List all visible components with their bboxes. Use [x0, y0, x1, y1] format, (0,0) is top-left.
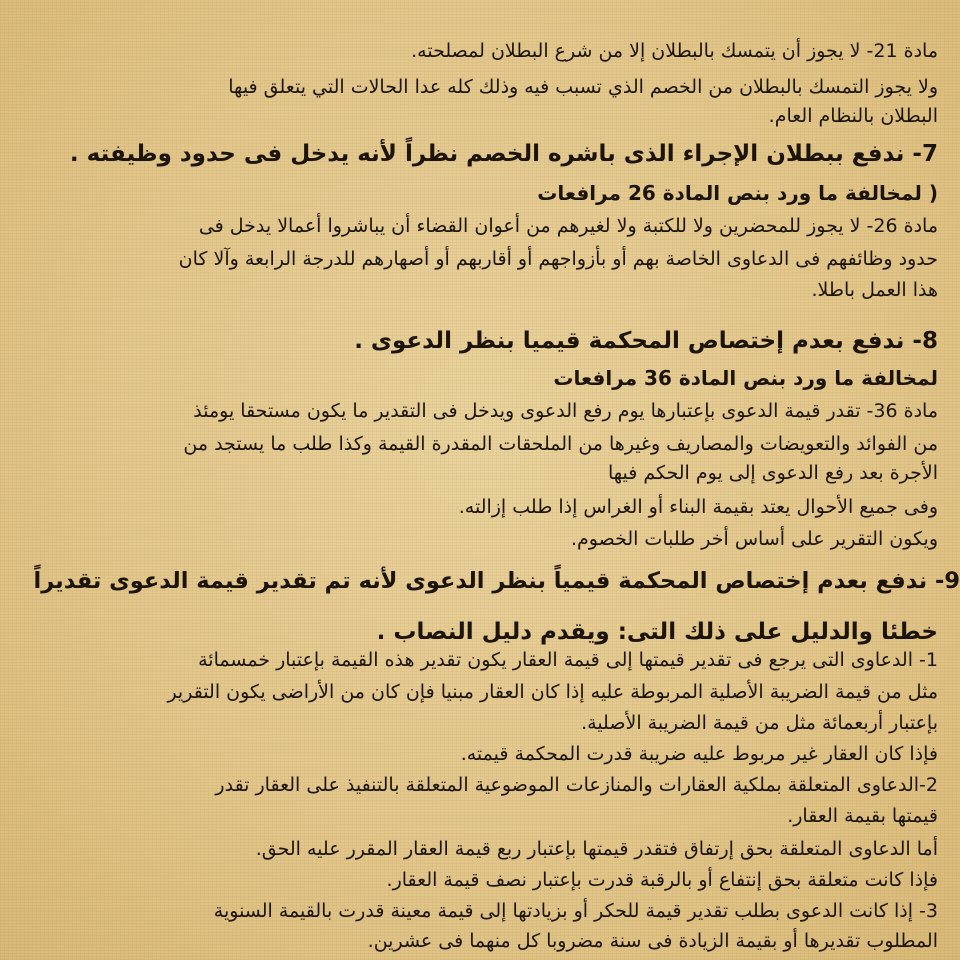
value-rule-1: 1- الدعاوى التى يرجع فى تقدير قيمتها إلى قيمة العقار يكون تقدير هذه القيمة بإعتبار خمسمائة [198, 649, 938, 671]
article-36-text: وفى جميع الأحوال يعتد بقيمة البناء أو الغراس إذا طلب إزالته. [458, 496, 938, 518]
article-36-text: مادة 36- تقدر قيمة الدعوى بإعتبارها يوم رفع الدعوى ويدخل فى التقدير ما يكون مستحقا يومئذ [193, 400, 938, 422]
defense-8-reference: لمخالفة ما ورد بنص المادة 36 مرافعات [553, 366, 938, 390]
defense-9-heading: خطئا والدليل على ذلك التى: ويقدم دليل النصاب . [376, 619, 938, 645]
value-rule-2: فإذا كانت متعلقة بحق إنتفاع أو بالرقبة قدرت بإعتبار نصف قيمة العقار. [386, 869, 938, 891]
article-26-text: حدود وظائفهم فى الدعاوى الخاصة بهم أو بأزواجهم أو أقاربهم أو أصهارهم للدرجة الرابعة وآلا كان [178, 248, 938, 270]
defense-7-reference: ( لمخالفة ما ورد بنص المادة 26 مرافعات [537, 181, 938, 205]
article-21-text: مادة 21- لا يجوز أن يتمسك بالبطلان إلا من شرع البطلان لمصلحته. [411, 40, 938, 62]
article-21-text: البطلان بالنظام العام. [768, 105, 938, 127]
article-21-text: ولا يجوز التمسك بالبطلان من الخصم الذي تسبب فيه وذلك كله عدا الحالات التي يتعلق فيها [228, 76, 938, 98]
defense-9-heading: 9- ندفع بعدم إختصاص المحكمة قيمياً بنظر الدعوى لأنه تم تقدير قيمة الدعوى تقديراً [33, 568, 960, 594]
value-rule-3: المطلوب تقديرها أو بقيمة الزيادة فى سنة مضروبا كل منهما فى عشرين. [367, 930, 938, 952]
value-rule-1: بإعتبار أربعمائة مثل من قيمة الضريبة الأصلية. [581, 712, 938, 734]
value-rule-3: 3- إذا كانت الدعوى بطلب تقدير قيمة للحكر أو بزيادتها إلى قيمة معينة قدرت بالقيمة السنوية [213, 900, 938, 922]
value-rule-2: 2-الدعاوى المتعلقة بملكية العقارات والمنازعات الموضوعية المتعلقة بالتنفيذ على العقار تقدر [215, 774, 938, 796]
defense-8-heading: 8- ندفع بعدم إختصاص المحكمة قيميا بنظر الدعوى . [354, 328, 938, 354]
defense-7-heading: 7- ندفع ببطلان الإجراء الذى باشره الخصم نظراً لأنه يدخل فى حدود وظيفته . [69, 141, 938, 167]
value-rule-1: مثل من قيمة الضريبة الأصلية المربوطة عليه إذا كان العقار مبنيا فإن كان من الأراضى يكون التقرير [167, 681, 938, 703]
value-rule-2: أما الدعاوى المتعلقة بحق إرتفاق فتقدر قيمتها بإعتبار ربع قيمة العقار المقرر عليه الحق. [255, 838, 938, 860]
value-rule-2: قيمتها بقيمة العقار. [787, 805, 938, 827]
value-rule-1: فإذا كان العقار غير مربوط عليه ضريبة قدرت المحكمة قيمته. [460, 743, 938, 765]
article-36-text: الأجرة بعد رفع الدعوى إلى يوم الحكم فيها [607, 462, 938, 484]
article-26-text: هذا العمل باطلا. [811, 279, 938, 301]
article-36-text: من الفوائد والتعويضات والمصاريف وغيرها من الملحقات المقدرة القيمة وكذا طلب ما يستجد من [183, 433, 938, 455]
article-36-text: ويكون التقرير على أساس أخر طلبات الخصوم. [570, 528, 938, 550]
article-26-text: مادة 26- لا يجوز للمحضرين ولا للكتبة ولا لغيرهم من أعوان القضاء أن يباشروا أعمالا يدخل فى [198, 215, 938, 237]
